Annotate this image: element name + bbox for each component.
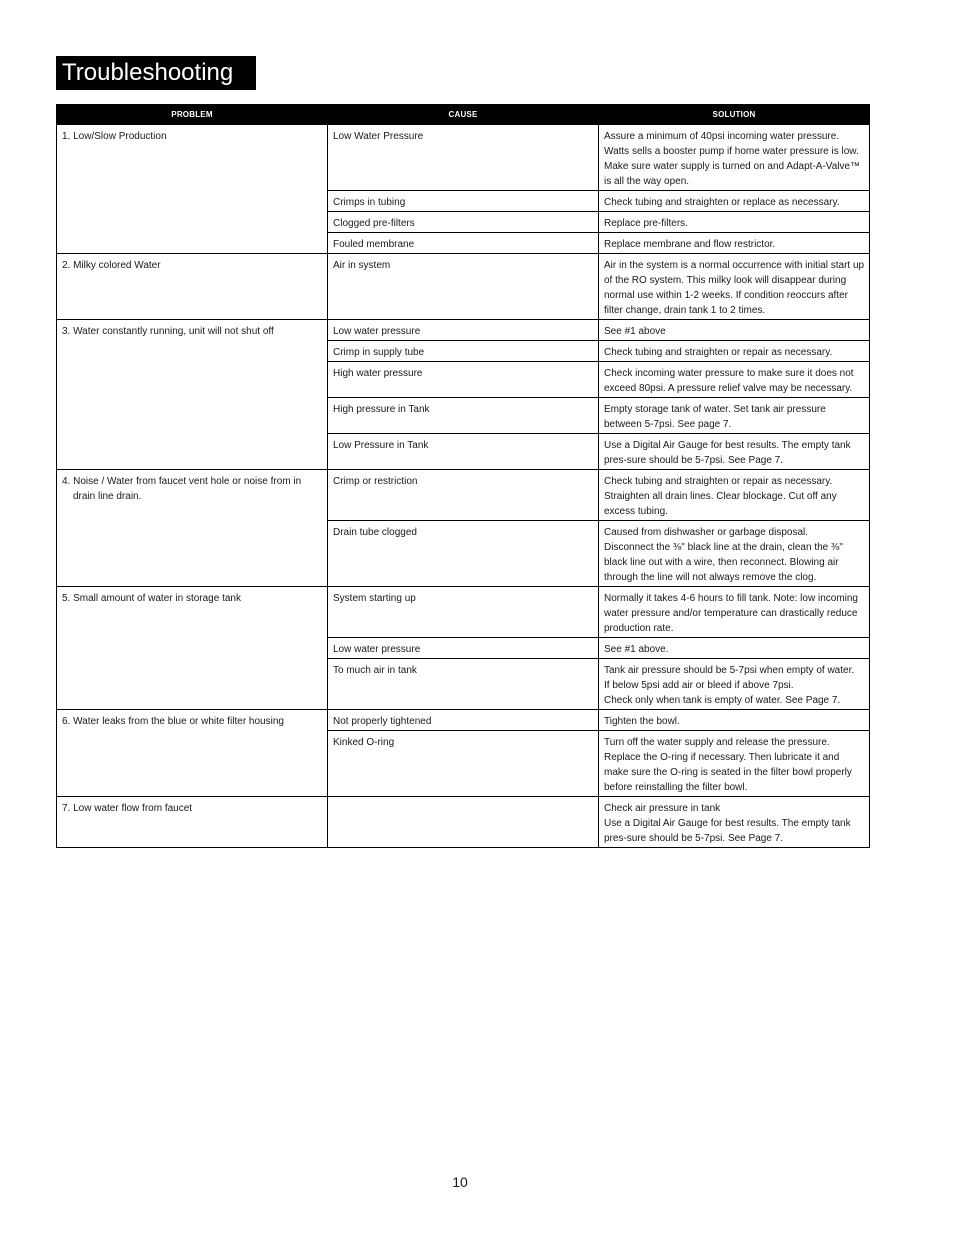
- cause-cell: System starting up: [328, 587, 599, 638]
- problem-cell: 2. Milky colored Water: [57, 254, 328, 320]
- solution-cell: [599, 470, 870, 521]
- table-row: [57, 710, 870, 731]
- solution-cell: Check tubing and straighten or repair as necessary.: [599, 341, 870, 362]
- cause-cell: High water pressure: [328, 362, 599, 398]
- solution-cell: [599, 797, 870, 848]
- cause-cell: Crimps in tubing: [328, 191, 599, 212]
- table-row: [57, 320, 870, 341]
- solution-line: Check tubing and straighten or repair as necessary. Straighten all drain lines. Clear blockage. Cut off any excess tubing.: [604, 476, 837, 517]
- problem-cell: 4. Noise / Water from faucet vent hole or noise from in drain line drain.: [57, 470, 328, 587]
- solution-cell: Check tubing and straighten or replace as necessary.: [599, 191, 870, 212]
- page-title: Troubleshooting: [56, 56, 256, 90]
- table-row: [57, 587, 870, 638]
- problem-cell: 7. Low water flow from faucet: [57, 797, 328, 848]
- cause-cell: Clogged pre-filters: [328, 212, 599, 233]
- solution-cell: Normally it takes 4-6 hours to fill tank. Note: low incoming water pressure and/or temperature can drastically reduce production rate.: [599, 587, 870, 638]
- solution-line: Check air pressure in tank Use a Digital Air Gauge for best results. The empty tank pres-sure should be 5-7psi. See Page 7.: [604, 803, 851, 844]
- cause-cell: Fouled membrane: [328, 233, 599, 254]
- table-row: [57, 797, 870, 848]
- table-row: [57, 470, 870, 521]
- solution-cell: See #1 above: [599, 320, 870, 341]
- cause-cell: Kinked O-ring: [328, 731, 599, 797]
- cause-cell: Drain tube clogged: [328, 521, 599, 587]
- solution-cell: [599, 731, 870, 797]
- solution-cell: [599, 659, 870, 710]
- table-row: [57, 125, 870, 191]
- header-cause: CAUSE: [328, 105, 599, 125]
- problem-cell: 1. Low/Slow Production: [57, 125, 328, 254]
- cause-cell: Crimp or restriction: [328, 470, 599, 521]
- cause-cell: Low Pressure in Tank: [328, 434, 599, 470]
- solution-cell: [599, 125, 870, 191]
- solution-cell: See #1 above.: [599, 638, 870, 659]
- solution-cell: [599, 521, 870, 587]
- table-row: [57, 254, 870, 320]
- header-solution: SOLUTION: [599, 105, 870, 125]
- solution-line: Caused from dishwasher or garbage disposal. Disconnect the ⅜" black line at the drain, clean the ⅜" black line out with a wire, then reconnect. Blowing air through the line will not always remove the clog.: [604, 527, 843, 583]
- troubleshooting-table: [56, 104, 870, 848]
- solution-cell: Empty storage tank of water. Set tank air pressure between 5-7psi. See page 7.: [599, 398, 870, 434]
- cause-cell: To much air in tank: [328, 659, 599, 710]
- solution-cell: Air in the system is a normal occurrence with initial start up of the RO system. This milky look will disappear during normal use within 1-2 weeks. If condition reoccurs after filter change, drain tank 1 to 2 times.: [599, 254, 870, 320]
- cause-cell: Crimp in supply tube: [328, 341, 599, 362]
- problem-cell: 6. Water leaks from the blue or white filter housing: [57, 710, 328, 797]
- solution-line: Turn off the water supply and release the pressure. Replace the O-ring if necessary. Then lubricate it and make sure the O-ring is seated in the filter bowl properly before reinstalling the filter bowl.: [604, 737, 852, 793]
- solution-cell: Tighten the bowl.: [599, 710, 870, 731]
- problem-cell: 3. Water constantly running, unit will not shut off: [57, 320, 328, 470]
- cause-cell: Low water pressure: [328, 320, 599, 341]
- cause-cell: [328, 797, 599, 848]
- cause-cell: Air in system: [328, 254, 599, 320]
- page-number: 10: [452, 1174, 468, 1190]
- solution-cell: Use a Digital Air Gauge for best results. The empty tank pres-sure should be 5-7psi. See Page 7.: [599, 434, 870, 470]
- table-header-row: [57, 105, 870, 125]
- cause-cell: Not properly tightened: [328, 710, 599, 731]
- header-problem: PROBLEM: [57, 105, 328, 125]
- cause-cell: High pressure in Tank: [328, 398, 599, 434]
- solution-line: Tank air pressure should be 5-7psi when empty of water. If below 5psi add air or bleed if above 7psi. Check only when tank is empty of water. See Page 7.: [604, 665, 855, 706]
- solution-cell: Replace pre-filters.: [599, 212, 870, 233]
- cause-cell: Low Water Pressure: [328, 125, 599, 191]
- solution-line: Assure a minimum of 40psi incoming water pressure. Watts sells a booster pump if home water pressure is low. Make sure water supply is turned on and Adapt-A-Valve™ is all the way open.: [604, 131, 861, 187]
- problem-cell: 5. Small amount of water in storage tank: [57, 587, 328, 710]
- solution-cell: Replace membrane and flow restrictor.: [599, 233, 870, 254]
- cause-cell: Low water pressure: [328, 638, 599, 659]
- solution-cell: Check incoming water pressure to make sure it does not exceed 80psi. A pressure relief valve may be necessary.: [599, 362, 870, 398]
